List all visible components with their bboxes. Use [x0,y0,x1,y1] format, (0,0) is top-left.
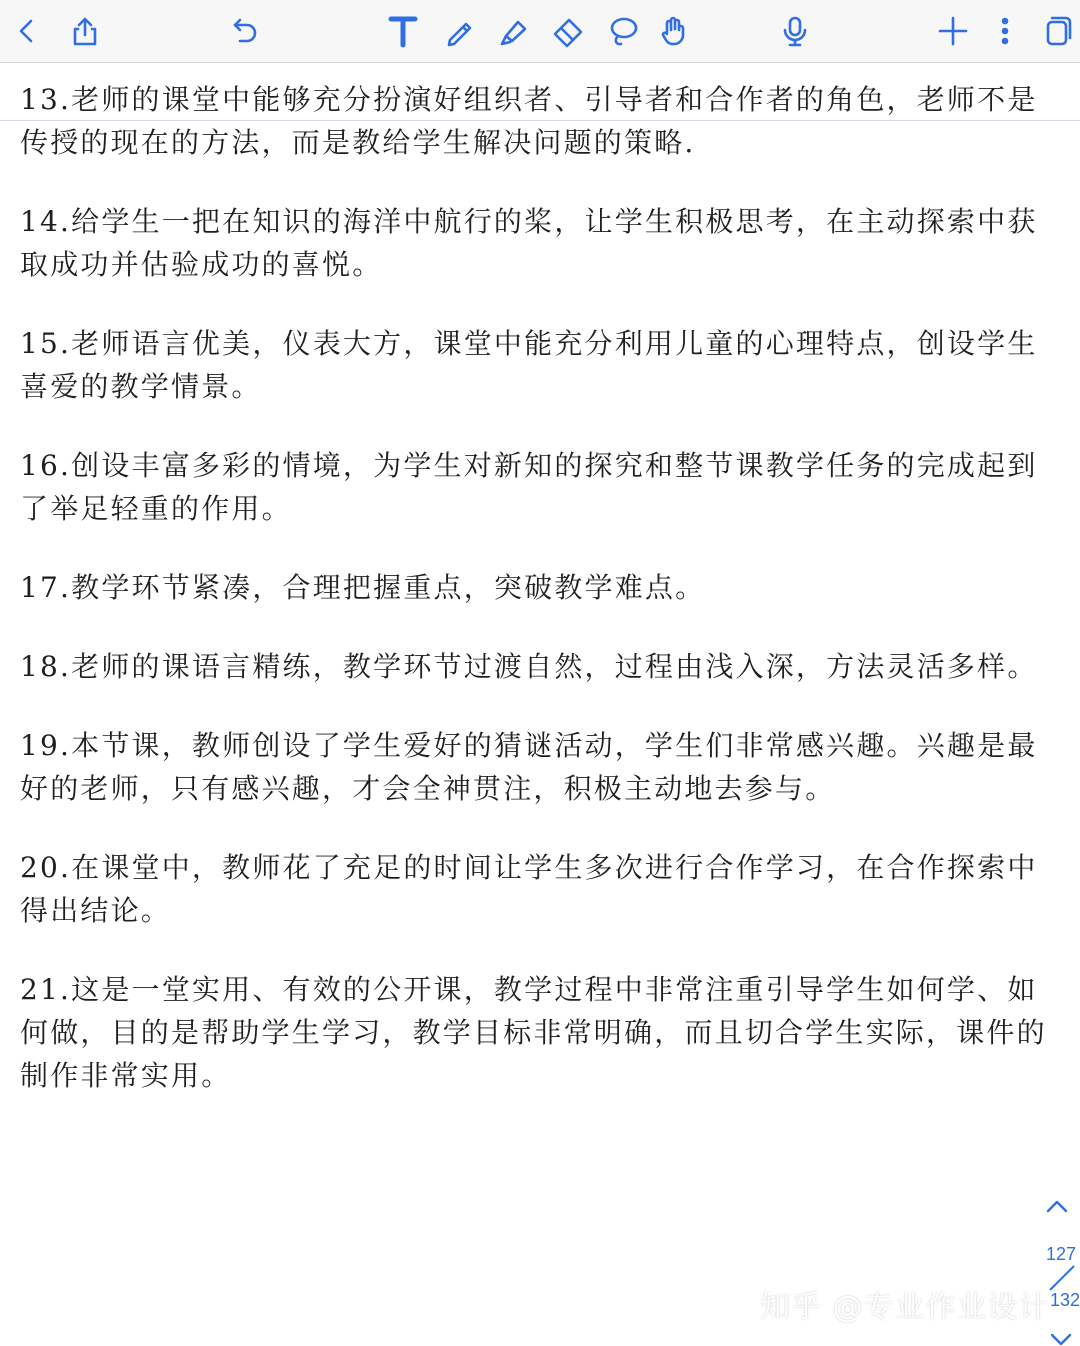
paragraph-19: 19.本节课，教师创设了学生爱好的猜谜活动，学生们非常感兴趣。兴趣是最好的老师，只有感兴趣，才会全神贯注，积极主动地去参与。 [20,729,1038,805]
paragraph-14: 14.给学生一把在知识的海洋中航行的桨，让学生积极思考，在主动探索中获取成功并估验成功的喜悦。 [20,205,1038,281]
back-icon[interactable] [4,8,50,54]
hand-gesture-icon[interactable] [652,8,698,54]
highlighter-icon[interactable] [490,8,536,54]
next-page-chevron-icon[interactable] [1048,1330,1078,1346]
lasso-icon[interactable] [600,8,646,54]
text-tool-icon[interactable] [380,8,426,54]
paragraph-15: 15.老师语言优美，仪表大方，课堂中能充分利用儿童的心理特点，创设学生喜爱的教学情景。 [20,327,1038,403]
share-icon[interactable] [62,8,108,54]
add-icon[interactable] [930,8,976,54]
eraser-icon[interactable] [545,8,591,54]
paragraph-21: 21.这是一堂实用、有效的公开课，教学过程中非常注重引导学生如何学、如何做，目的是帮助学生学习，教学目标非常明确，而且切合学生实际，课件的制作非常实用。 [20,973,1047,1092]
undo-icon[interactable] [222,8,268,54]
total-page-number: 132 [1050,1290,1080,1310]
paragraph-20: 20.在课堂中，教师花了充足的时间让学生多次进行合作学习，在合作探索中得出结论。 [20,851,1038,927]
toolbar [0,0,1080,63]
document-body [20,78,1060,1133]
paragraph-16: 16.创设丰富多彩的情境，为学生对新知的探究和整节课教学任务的完成起到了举足轻重的作用。 [20,449,1038,525]
page-divider-slash [1046,1262,1076,1292]
previous-page-chevron-icon[interactable] [1044,1196,1078,1222]
more-icon[interactable] [982,8,1028,54]
paragraph-13: 13.老师的课堂中能够充分扮演好组织者、引导者和合作者的角色，老师不是传授的现在的方法，而是教给学生解决问题的策略. [20,83,1038,159]
paragraph-17: 17.教学环节紧凑，合理把握重点，突破教学难点。 [20,571,706,604]
pages-icon[interactable] [1034,8,1080,54]
paragraph-18: 18.老师的课语言精练，教学环节过渡自然，过程由浅入深，方法灵活多样。 [20,650,1038,683]
current-page-number: 127 [1046,1244,1077,1264]
pen-icon[interactable] [436,8,482,54]
microphone-icon[interactable] [772,8,818,54]
watermark: 知乎 @专业作业设计 [760,1290,1050,1325]
